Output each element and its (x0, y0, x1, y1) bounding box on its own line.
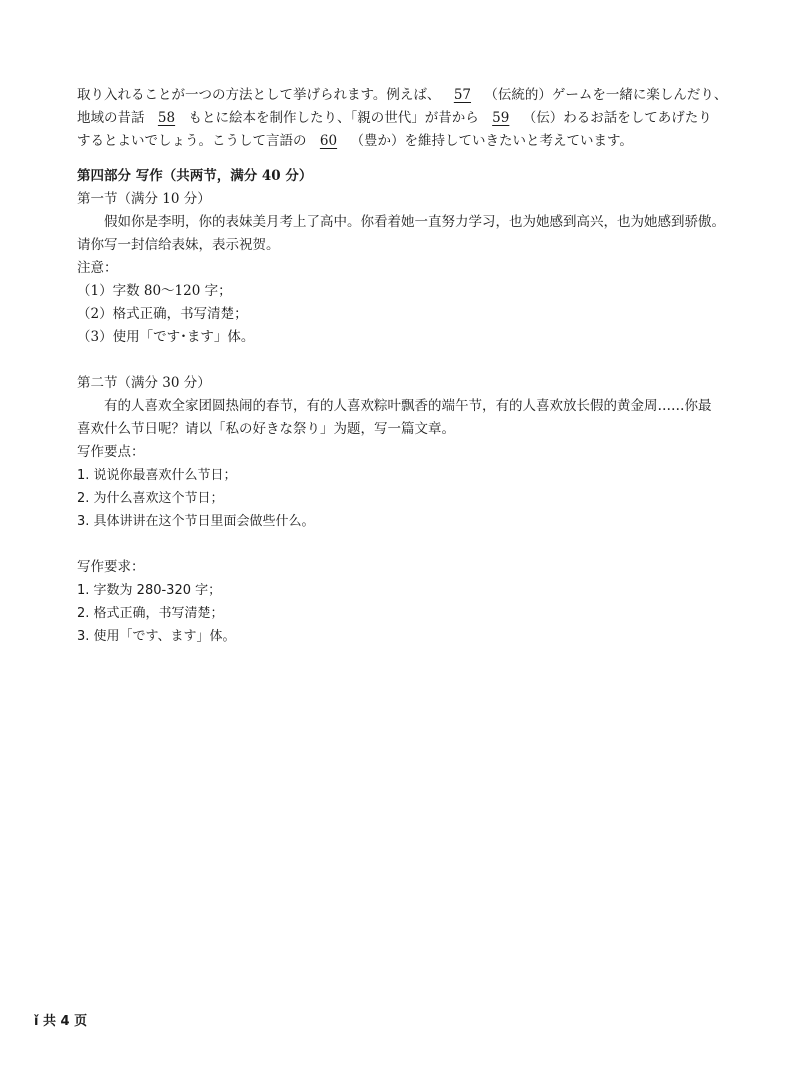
requirement-item: 1. 字数为 280-320 字； (77, 583, 222, 598)
section2-prompt: 有的人喜欢全家团圆热闹的春节，有的人喜欢粽叶飘香的端午节，有的人喜欢放长假的黄金周……你最 (104, 398, 712, 414)
requirement-item: 3. 使用「です、ます」体。 (77, 629, 236, 644)
blank-58: 58 (157, 110, 176, 126)
page-footer: ǐ 共 4 页 (34, 1014, 88, 1029)
section1-prompt-cont: 请你写一封信给表妹，表示祝贺。 (77, 237, 280, 253)
section2-title: 第二节（满分 30 分） (77, 375, 211, 391)
passage-text: 地域の昔話 (77, 110, 145, 126)
note-item: （2）格式正确，书写清楚； (77, 306, 248, 322)
passage-line-3 (77, 130, 749, 153)
section1-title: 第一节（满分 10 分） (77, 191, 211, 207)
point-item: 1. 说说你最喜欢什么节日； (77, 468, 237, 483)
blank-60: 60 (319, 133, 338, 149)
note-item: （1）字数 80～120 字； (77, 283, 232, 299)
passage-text: するとよいでしょう。こうして言語の (77, 133, 307, 149)
part4-title: 第四部分 写作（共两节，满分 40 分） (77, 168, 313, 184)
point-item: 2. 为什么喜欢这个节日； (77, 491, 224, 506)
passage-line-1 (77, 84, 749, 107)
note-item: （3）使用「です･ます」体。 (77, 329, 255, 345)
passage-text: （伝統的）ゲームを一緒に楽しんだり、 (484, 87, 728, 103)
blank-57: 57 (453, 87, 472, 103)
passage-text: （伝）わるお話をしてあげたり (522, 110, 712, 126)
passage-text: もとに絵本を制作したり、「親の世代」が昔から (188, 110, 479, 126)
passage-text: （豊か）を維持していきたいと考えています。 (350, 133, 633, 149)
points-title: 写作要点： (77, 444, 145, 460)
requirement-item: 2. 格式正确，书写清楚； (77, 606, 224, 621)
point-item: 3. 具体讲讲在这个节日里面会做些什么。 (77, 514, 315, 529)
requirements-title: 写作要求： (77, 559, 145, 575)
passage-text: 取り入れることが一つの方法として挙げられます。例えば、 (77, 87, 441, 103)
notes-title: 注意： (77, 260, 118, 276)
exam-page (77, 84, 749, 648)
blank-59: 59 (492, 110, 510, 126)
section1-prompt: 假如你是李明，你的表妹美月考上了高中。你看着她一直努力学习，也为她感到高兴，也为她感到骄傲。 (104, 214, 725, 230)
section2-prompt-cont: 喜欢什么节日呢？请以「私の好きな祭り」为题，写一篇文章。 (77, 421, 455, 437)
passage-line-2 (77, 107, 749, 130)
